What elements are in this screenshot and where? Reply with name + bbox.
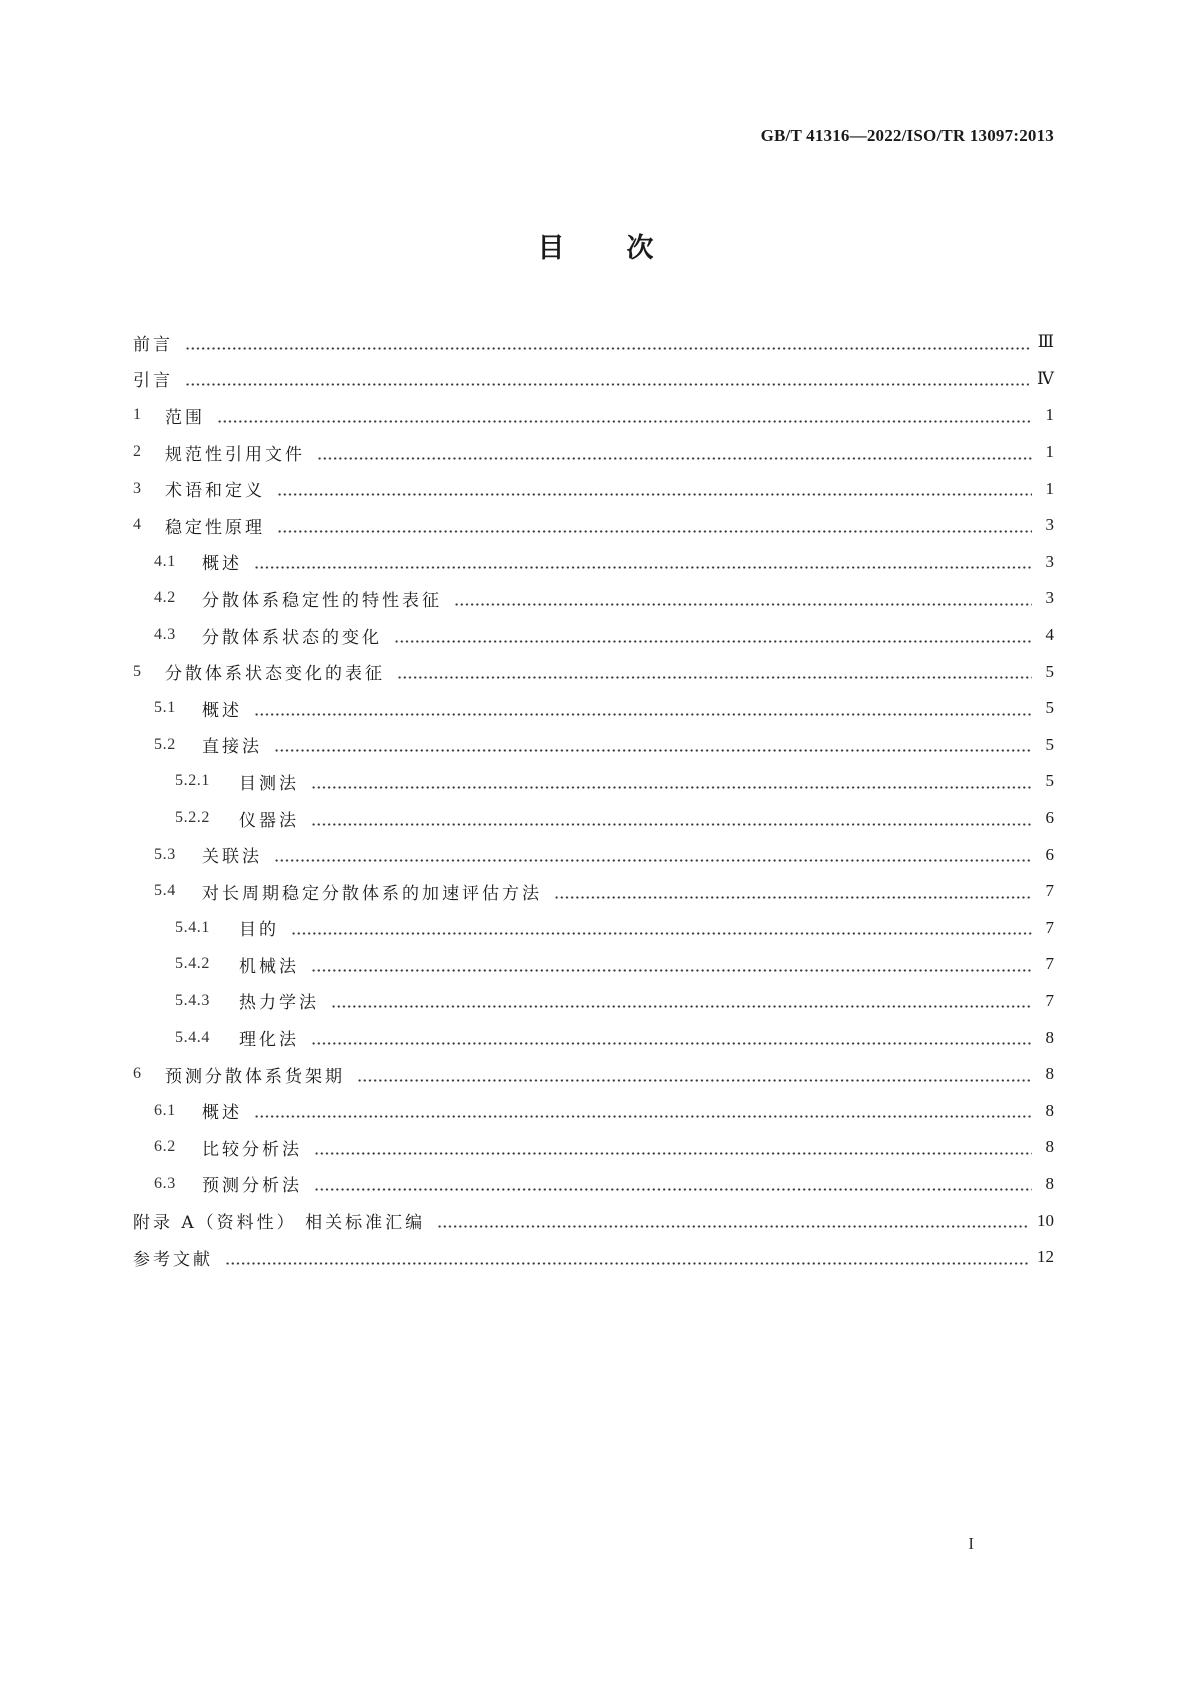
dot-leader [314, 1139, 1032, 1156]
dot-leader [254, 553, 1032, 570]
toc-entry-number: 5 [133, 662, 142, 680]
toc-entry-label: 比较分析法 [202, 1139, 302, 1160]
toc-entry-page: 5 [1045, 661, 1054, 681]
toc-entry-page: 4 [1045, 625, 1054, 645]
toc-entry-page: 3 [1045, 551, 1054, 571]
dot-leader [254, 1102, 1032, 1119]
toc-entry[interactable] [133, 361, 1054, 398]
dot-leader [317, 444, 1032, 461]
dot-leader [217, 407, 1032, 424]
toc-entry-label: 前言 [133, 334, 173, 355]
toc-entry[interactable] [133, 507, 1054, 544]
toc-entry-label: 目测法 [239, 773, 299, 794]
dot-leader [277, 517, 1032, 534]
toc-entry-number: 5.4.4 [175, 1028, 210, 1046]
toc-entry[interactable] [133, 873, 1054, 910]
toc-entry-page: 1 [1045, 478, 1054, 498]
toc-entry-page: 7 [1045, 954, 1054, 974]
toc-entry-page: 12 [1037, 1247, 1054, 1267]
dot-leader [397, 663, 1032, 680]
dot-leader [185, 370, 1029, 387]
toc-entry[interactable] [133, 617, 1054, 654]
toc-entry[interactable] [133, 397, 1054, 434]
toc-entry-number: 5.1 [154, 699, 176, 717]
toc-entry[interactable] [133, 434, 1054, 471]
toc-entry-page: Ⅲ [1037, 332, 1054, 352]
toc-entry-label: 预测分散体系货架期 [165, 1066, 345, 1087]
toc-entry[interactable] [133, 1056, 1054, 1093]
toc-entry-number: 4.2 [154, 589, 176, 607]
toc-entry-label: 稳定性原理 [165, 517, 265, 538]
dot-leader [437, 1212, 1029, 1229]
toc-entry[interactable] [133, 324, 1054, 361]
toc-entry-number: 4 [133, 516, 142, 534]
toc-entry-label: 概述 [202, 700, 242, 721]
dot-leader [554, 883, 1032, 900]
toc-entry[interactable] [133, 800, 1054, 837]
dot-leader [311, 956, 1032, 973]
dot-leader [311, 810, 1032, 827]
toc-entry-number: 5.4.3 [175, 991, 210, 1009]
dot-leader [277, 480, 1032, 497]
toc-entry-label: 概述 [202, 1103, 242, 1124]
dot-leader [291, 919, 1032, 936]
toc-entry-page: 1 [1045, 442, 1054, 462]
toc-entry-number: 2 [133, 443, 142, 461]
toc-entry[interactable] [133, 1166, 1054, 1203]
toc-entry-label: 分散体系状态变化的表征 [165, 664, 385, 685]
toc-entry[interactable] [133, 1092, 1054, 1129]
dot-leader [274, 736, 1032, 753]
toc-entry-page: 8 [1045, 1100, 1054, 1120]
toc-entry-label: 热力学法 [239, 993, 319, 1014]
dot-leader [394, 627, 1032, 644]
toc-entry-label: 术语和定义 [165, 481, 265, 502]
toc-entry-number: 6.3 [154, 1174, 176, 1192]
toc-entry[interactable] [133, 910, 1054, 947]
toc-entry-page: 5 [1045, 771, 1054, 791]
toc-entry-label: 目的 [239, 920, 279, 941]
toc-entry-number: 4.3 [154, 626, 176, 644]
toc-entry[interactable] [133, 470, 1054, 507]
toc-entry-number: 6 [133, 1065, 142, 1083]
dot-leader [311, 1029, 1032, 1046]
toc-entry-page: 3 [1045, 588, 1054, 608]
toc-entry-page: 8 [1045, 1027, 1054, 1047]
toc-entry[interactable] [133, 544, 1054, 581]
toc-entry[interactable] [133, 1202, 1054, 1239]
toc-entry[interactable] [133, 690, 1054, 727]
toc-entry-page: 8 [1045, 1137, 1054, 1157]
toc-entry-page: 8 [1045, 1173, 1054, 1193]
toc-entry-label: 机械法 [239, 956, 299, 977]
toc-entry[interactable] [133, 1019, 1054, 1056]
toc-entry[interactable] [133, 836, 1054, 873]
toc-entry-page: Ⅳ [1037, 368, 1054, 388]
toc-entry-page: 6 [1045, 808, 1054, 828]
toc-entry-label: 概述 [202, 554, 242, 575]
toc-entry-page: 10 [1037, 1210, 1054, 1230]
toc-entry-number: 4.1 [154, 552, 176, 570]
toc-entry[interactable] [133, 580, 1054, 617]
standard-code: GB/T 41316—2022/ISO/TR 13097:2013 [760, 126, 1054, 145]
toc-entry-number: 6.2 [154, 1138, 176, 1156]
toc-entry-label: 关联法 [202, 847, 262, 868]
dot-leader [357, 1066, 1032, 1083]
dot-leader [185, 334, 1030, 351]
toc-entry-number: 5.2.2 [175, 809, 210, 827]
toc-entry[interactable] [133, 653, 1054, 690]
toc-entry-label: 附录 A（资料性） 相关标准汇编 [133, 1213, 426, 1234]
dot-leader [454, 590, 1032, 607]
toc-entry-page: 1 [1045, 405, 1054, 425]
toc-entry-label: 对长周期稳定分散体系的加速评估方法 [202, 883, 542, 904]
dot-leader [331, 992, 1032, 1009]
toc-entry-label: 直接法 [202, 737, 262, 758]
toc-entry-label: 理化法 [239, 1030, 299, 1051]
toc-entry-page: 7 [1045, 990, 1054, 1010]
dot-leader [254, 700, 1032, 717]
toc-entry-number: 5.3 [154, 845, 176, 863]
toc-entry-number: 5.4 [154, 882, 176, 900]
toc-entry-number: 1 [133, 406, 142, 424]
toc-entry[interactable] [133, 763, 1054, 800]
footer-page-number: I [968, 1534, 974, 1553]
toc-entry-label: 分散体系状态的变化 [202, 627, 382, 648]
page-title: 目次 [537, 233, 716, 264]
toc-entry-page: 5 [1045, 698, 1054, 718]
dot-leader [314, 1175, 1032, 1192]
toc-entry-page: 5 [1045, 734, 1054, 754]
toc-entry-number: 3 [133, 479, 142, 497]
toc-entry-page: 8 [1045, 1064, 1054, 1084]
toc-entry-label: 仪器法 [239, 810, 299, 831]
toc-entry[interactable] [133, 946, 1054, 983]
toc-entry-page: 7 [1045, 917, 1054, 937]
toc-entry[interactable] [133, 727, 1054, 764]
toc-entry-label: 引言 [133, 371, 173, 392]
toc-entry[interactable] [133, 1129, 1054, 1166]
dot-leader [311, 773, 1032, 790]
toc-entry-number: 5.4.2 [175, 955, 210, 973]
toc-entry-number: 5.2 [154, 735, 176, 753]
table-of-contents [133, 324, 1054, 1275]
toc-entry[interactable] [133, 983, 1054, 1020]
toc-entry[interactable] [133, 1239, 1054, 1276]
dot-leader [225, 1249, 1029, 1266]
toc-entry-number: 6.1 [154, 1101, 176, 1119]
toc-entry-label: 参考文献 [133, 1249, 213, 1270]
toc-entry-page: 6 [1045, 844, 1054, 864]
toc-entry-label: 预测分析法 [202, 1176, 302, 1197]
toc-entry-label: 规范性引用文件 [165, 444, 305, 465]
dot-leader [274, 846, 1032, 863]
toc-entry-number: 5.2.1 [175, 772, 210, 790]
toc-entry-page: 3 [1045, 515, 1054, 535]
toc-entry-page: 7 [1045, 881, 1054, 901]
toc-entry-label: 范围 [165, 407, 205, 428]
toc-entry-number: 5.4.1 [175, 918, 210, 936]
toc-entry-label: 分散体系稳定性的特性表征 [202, 590, 442, 611]
